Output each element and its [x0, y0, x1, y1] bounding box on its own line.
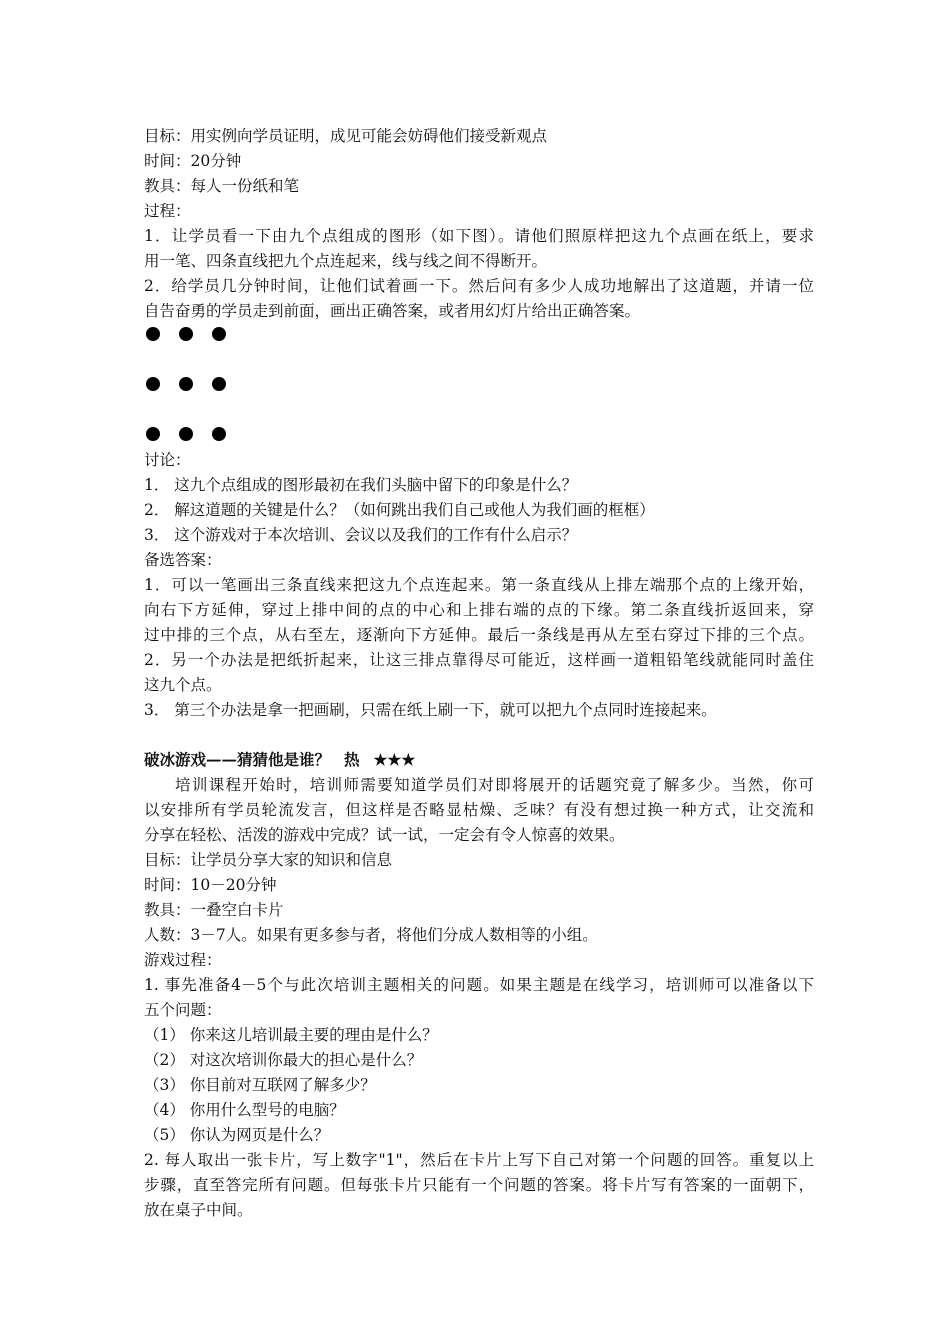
step1-line: 1. 事先准备4－5个与此次培训主题相关的问题。如果主题是在线学习，培训师可以准备以下: [144, 976, 814, 994]
answer-line: 3． 第三个办法是拿一把画刷，只需在纸上刷一下，就可以把九个点同时连接起来。: [144, 701, 717, 719]
intro-line: 分享在轻松、活泼的游戏中完成？试一试，一定会有令人惊喜的效果。: [144, 826, 625, 844]
dot: [212, 377, 226, 391]
discussion-item: 1． 这九个点组成的图形最初在我们头脑中留下的印象是什么？: [144, 476, 578, 494]
discussion-item: 2． 解这道题的关键是什么？（如何跳出我们自己或他人为我们画的框框）: [144, 501, 655, 519]
game1-step-line: 用一笔、四条直线把九个点连起来，线与线之间不得断开。: [144, 252, 548, 270]
step2-line: 步骤，直至答完所有问题。但每张卡片只能有一个问题的答案。将卡片写有答案的一面朝下，: [144, 1176, 814, 1194]
game1-answers-label: 备选答案：: [144, 551, 222, 569]
game1-process-label: 过程：: [144, 202, 191, 220]
intro-line: 培训课程开始时，培训师需要知道学员们对即将展开的话题究竟了解多少。当然，你可: [175, 776, 814, 794]
game2-process-label: 游戏过程：: [144, 951, 222, 969]
question-item: （2） 对这次培训你最大的担心是什么？: [144, 1051, 423, 1069]
game1-goal: 目标：用实例向学员证明，成见可能会妨碍他们接受新观点: [144, 127, 548, 145]
game2-title: 破冰游戏——猜猜他是谁？: [144, 750, 331, 769]
question-item: （1） 你来这儿培训最主要的理由是什么？: [144, 1026, 438, 1044]
answer-line: 1．可以一笔画出三条直线来把这九个点连起来。第一条直线从上排左端那个点的上缘开始，: [144, 576, 814, 594]
answer-line: 过中排的三个点，从右至左，逐渐向下方延伸。最后一条线是再从左至右穿过下排的三个点。: [144, 626, 814, 644]
step2-line: 放在桌子中间。: [144, 1201, 253, 1219]
question-item: （5） 你认为网页是什么？: [144, 1126, 330, 1144]
discussion-item: 3． 这个游戏对于本次培训、会议以及我们的工作有什么启示？: [144, 526, 578, 544]
question-item: （4） 你用什么型号的电脑？: [144, 1101, 345, 1119]
game2-time: 时间：10－20分钟: [144, 876, 277, 894]
step2-line: 2. 每人取出一张卡片，写上数字"1"，然后在卡片上写下自己对第一个问题的回答。重复以上: [144, 1151, 814, 1169]
game1-step-line: 自告奋勇的学员走到前面，画出正确答案，或者用幻灯片给出正确答案。: [144, 302, 641, 320]
answer-line: 向右下方延伸，穿过上排中间的点的中心和上排右端的点的下缘。第二条直线折返回来，穿: [144, 601, 814, 619]
dot: [146, 377, 160, 391]
game2-goal: 目标：让学员分享大家的知识和信息: [144, 851, 393, 869]
dot: [179, 327, 193, 341]
game1-discussion-label: 讨论：: [144, 451, 191, 469]
heat-label: 热: [344, 750, 360, 769]
answer-line: 这九个点。: [144, 676, 222, 694]
dot: [179, 427, 193, 441]
rating-stars: ★★★: [373, 750, 416, 769]
game1-tools: 教具：每人一份纸和笔: [144, 177, 300, 195]
intro-line: 以安排所有学员轮流发言，但这样是否略显枯燥、乏味？有没有想过换一种方式，让交流和: [144, 801, 814, 819]
dot: [146, 327, 160, 341]
game2-tools: 教具：一叠空白卡片: [144, 901, 284, 919]
step1-line: 五个问题：: [144, 1001, 222, 1019]
dot: [179, 377, 193, 391]
dot: [212, 427, 226, 441]
game1-time: 时间：20分钟: [144, 152, 242, 170]
dot: [146, 427, 160, 441]
game2-heading: [144, 750, 814, 770]
game2-people: 人数：3－7人。如果有更多参与者，将他们分成人数相等的小组。: [144, 926, 598, 944]
game1-step-line: 2．给学员几分钟时间，让他们试着画一下。然后问有多少人成功地解出了这道题，并请一位: [144, 277, 814, 295]
answer-line: 2．另一个办法是把纸折起来，让这三排点靠得尽可能近，这样画一道粗铅笔线就能同时盖住: [144, 651, 814, 669]
dot: [212, 327, 226, 341]
game1-step-line: 1．让学员看一下由九个点组成的图形（如下图）。请他们照原样把这九个点画在纸上，要求: [144, 227, 814, 245]
question-item: （3） 你目前对互联网了解多少？: [144, 1076, 376, 1094]
